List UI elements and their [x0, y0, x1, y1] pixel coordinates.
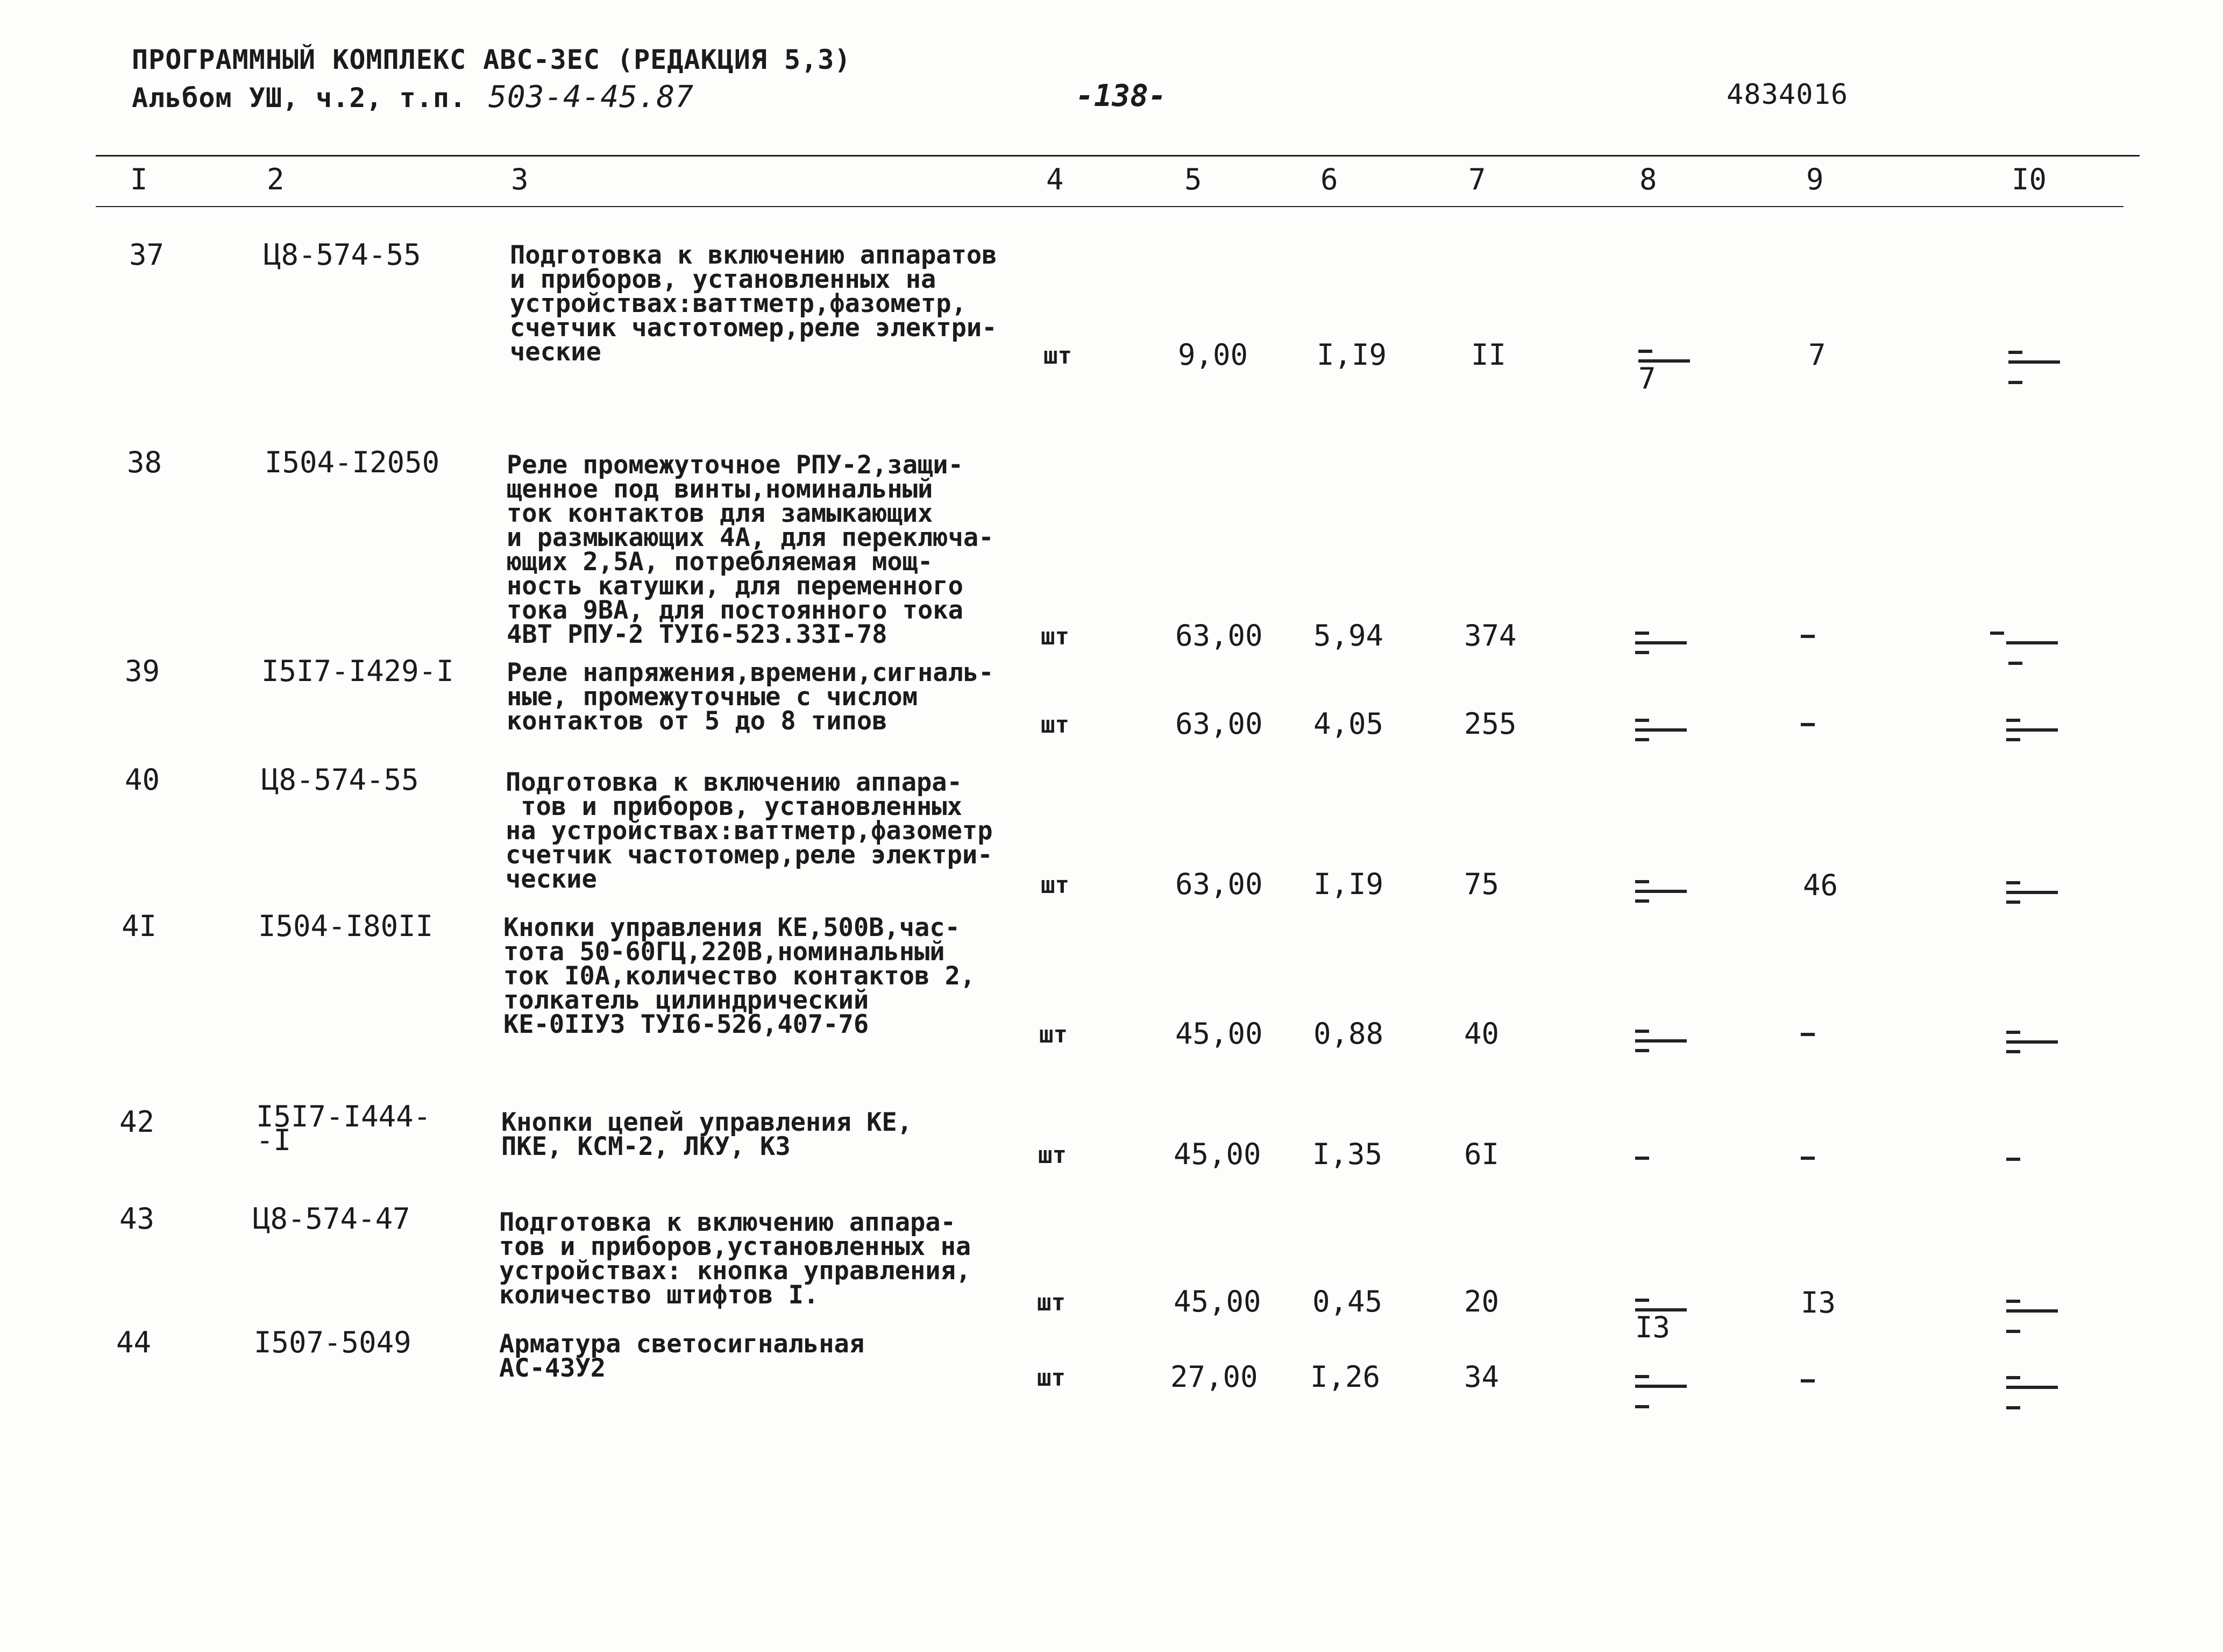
col8-dash-mark [1632, 1374, 1691, 1412]
col-7-number: 7 [1468, 162, 1486, 196]
row-code: I5I7-I429-I [261, 654, 454, 688]
col10-dash-mark [1990, 630, 2049, 668]
row-unit: шт [1037, 1364, 1066, 1392]
row-code: Ц8-574-55 [261, 763, 419, 797]
row-description: Реле напряжения,времени,сигналь- ные, промежуточные с числом контактов от 5 до 8 типов [507, 658, 994, 736]
row-code: I5I7-I444- -I [256, 1100, 431, 1157]
col8-subvalue: 7 [1638, 361, 1656, 395]
row-unit: шт [1039, 1021, 1068, 1048]
col-1-number: I [130, 162, 148, 196]
col-10-number: I0 [2012, 162, 2047, 196]
header-rule [96, 206, 2123, 207]
col-5-number: 5 [1184, 162, 1202, 196]
row-col7: II [1471, 338, 1507, 372]
row-col9: 46 [1803, 868, 1838, 902]
row-col5: 45,00 [1174, 1285, 1261, 1318]
row-description: Кнопки цепей управления КЕ, ПКЕ, КСМ-2, ЛКУ, К3 [501, 1108, 913, 1161]
row-unit: шт [1041, 623, 1069, 650]
col10-dash-mark [2003, 1375, 2062, 1413]
col9-dash [1801, 635, 1815, 638]
row-number: 43 [119, 1202, 155, 1236]
row-number: 39 [125, 654, 160, 688]
row-number: 38 [127, 445, 162, 479]
col9-dash [1801, 723, 1815, 726]
album-reference [132, 80, 694, 115]
row-col7: 374 [1464, 619, 1517, 653]
project-number-handwritten: 503-4-45.87 [488, 80, 694, 115]
row-description: Реле промежуточное РПУ-2,защи- щенное под винты,номинальный ток контактов для замыкающих и размыкающих 4А, для переключа- ющих 2,5А, потребляемая мощ- ность катушки, для переменного тока 9ВА, для постоянного тока 4ВТ РПУ-2 ТУI6-523.33I-78 [507, 450, 994, 649]
col-9-number: 9 [1806, 162, 1824, 196]
row-unit: шт [1041, 871, 1069, 899]
row-unit: шт [1043, 342, 1072, 370]
row-col6: 0,45 [1312, 1285, 1383, 1318]
row-col6: I,26 [1310, 1360, 1381, 1394]
col8-dash-mark [1635, 349, 1694, 395]
row-col5: 27,00 [1170, 1360, 1258, 1394]
row-col7: 255 [1464, 707, 1517, 741]
col8-subvalue: I3 [1635, 1310, 1671, 1344]
col9-dash [1801, 1157, 1815, 1160]
row-code: Ц8-574-55 [264, 238, 421, 272]
col10-dash-mark [2003, 880, 2062, 918]
row-number: 40 [125, 763, 160, 797]
col10-dash [2006, 1158, 2020, 1161]
row-col5: 63,00 [1175, 707, 1263, 741]
row-col7: 40 [1464, 1017, 1500, 1051]
row-col6: I,I9 [1313, 867, 1384, 901]
col9-dash [1801, 1379, 1815, 1382]
row-col9: I3 [1801, 1286, 1836, 1320]
col8-dash [1635, 1157, 1649, 1160]
col10-dash-mark [2003, 1299, 2062, 1336]
row-description: Подготовка к включению аппара- тов и приборов,установленных на устройствах: кнопка управления, количество штифтов I. [499, 1208, 971, 1310]
program-title: ПРОГРАММНЫЙ КОМПЛЕКС АВС-3ЕС (РЕДАКЦИЯ 5,3) [132, 44, 851, 75]
row-number: 37 [129, 238, 165, 272]
row-unit: шт [1037, 1289, 1066, 1316]
row-col5: 9,00 [1178, 338, 1248, 372]
row-col6: 5,94 [1313, 619, 1384, 653]
col10-dash-mark [2003, 1030, 2062, 1067]
col-3-number: 3 [511, 162, 529, 196]
row-col7: 20 [1464, 1285, 1500, 1318]
row-col7: 34 [1464, 1360, 1500, 1394]
col8-dash-mark [1632, 718, 1691, 755]
col-4-number: 4 [1046, 162, 1064, 196]
document-code: 4834016 [1727, 79, 1849, 111]
row-number: 42 [119, 1105, 155, 1139]
top-rule [96, 155, 2140, 157]
row-description: Подготовка к включению аппаратов и приборов, установленных на устройствах:ваттметр,фазометр, счетчик частотомер,реле электри- ческие [510, 240, 997, 367]
page-number: -138- [1076, 79, 1167, 114]
row-description: Кнопки управления КЕ,500В,час- тота 50-60ГЦ,220В,номинальный ток I0А,количество контактов 2, толкатель цилиндрический КЕ-0IIУ3 ТУI6-526,407-76 [503, 913, 976, 1039]
col10-dash-mark [2003, 718, 2062, 755]
row-col6: 0,88 [1313, 1017, 1384, 1051]
row-number: 4I [122, 909, 157, 943]
row-number: 44 [116, 1325, 152, 1359]
row-col9: 7 [1808, 338, 1826, 372]
row-description: Подготовка к включению аппара- тов и приборов, установленных на устройствах:ваттметр,фазометр счетчик частотомер,реле электри- ческие [506, 768, 993, 894]
col-8-number: 8 [1639, 162, 1657, 196]
col8-dash-mark [1632, 879, 1691, 917]
row-col5: 63,00 [1175, 619, 1263, 653]
row-col5: 63,00 [1175, 867, 1263, 901]
row-code: I507-5049 [254, 1325, 411, 1359]
row-col7: 6I [1464, 1137, 1500, 1171]
col-6-number: 6 [1320, 162, 1338, 196]
album-reference-prefix: Альбом УШ, ч.2, т.п. [132, 82, 467, 114]
col-2-number: 2 [267, 162, 285, 196]
row-col6: I,I9 [1317, 338, 1387, 372]
row-col7: 75 [1464, 867, 1500, 901]
col8-dash-mark [1632, 630, 1691, 668]
col8-dash-mark [1632, 1029, 1691, 1066]
row-code: I504-I2050 [265, 445, 440, 479]
col9-dash [1801, 1033, 1815, 1036]
row-col6: 4,05 [1313, 707, 1384, 741]
row-col5: 45,00 [1175, 1017, 1263, 1051]
row-unit: шт [1041, 711, 1069, 739]
row-col6: I,35 [1312, 1137, 1383, 1171]
row-unit: шт [1038, 1141, 1067, 1169]
row-code: I504-I80II [258, 909, 434, 943]
col10-dash-mark [2005, 350, 2064, 387]
col8-dash-mark [1632, 1298, 1691, 1344]
row-code: Ц8-574-47 [253, 1202, 410, 1236]
row-description: Арматура светосигнальная АС-43У2 [499, 1329, 865, 1383]
row-col5: 45,00 [1174, 1137, 1261, 1171]
